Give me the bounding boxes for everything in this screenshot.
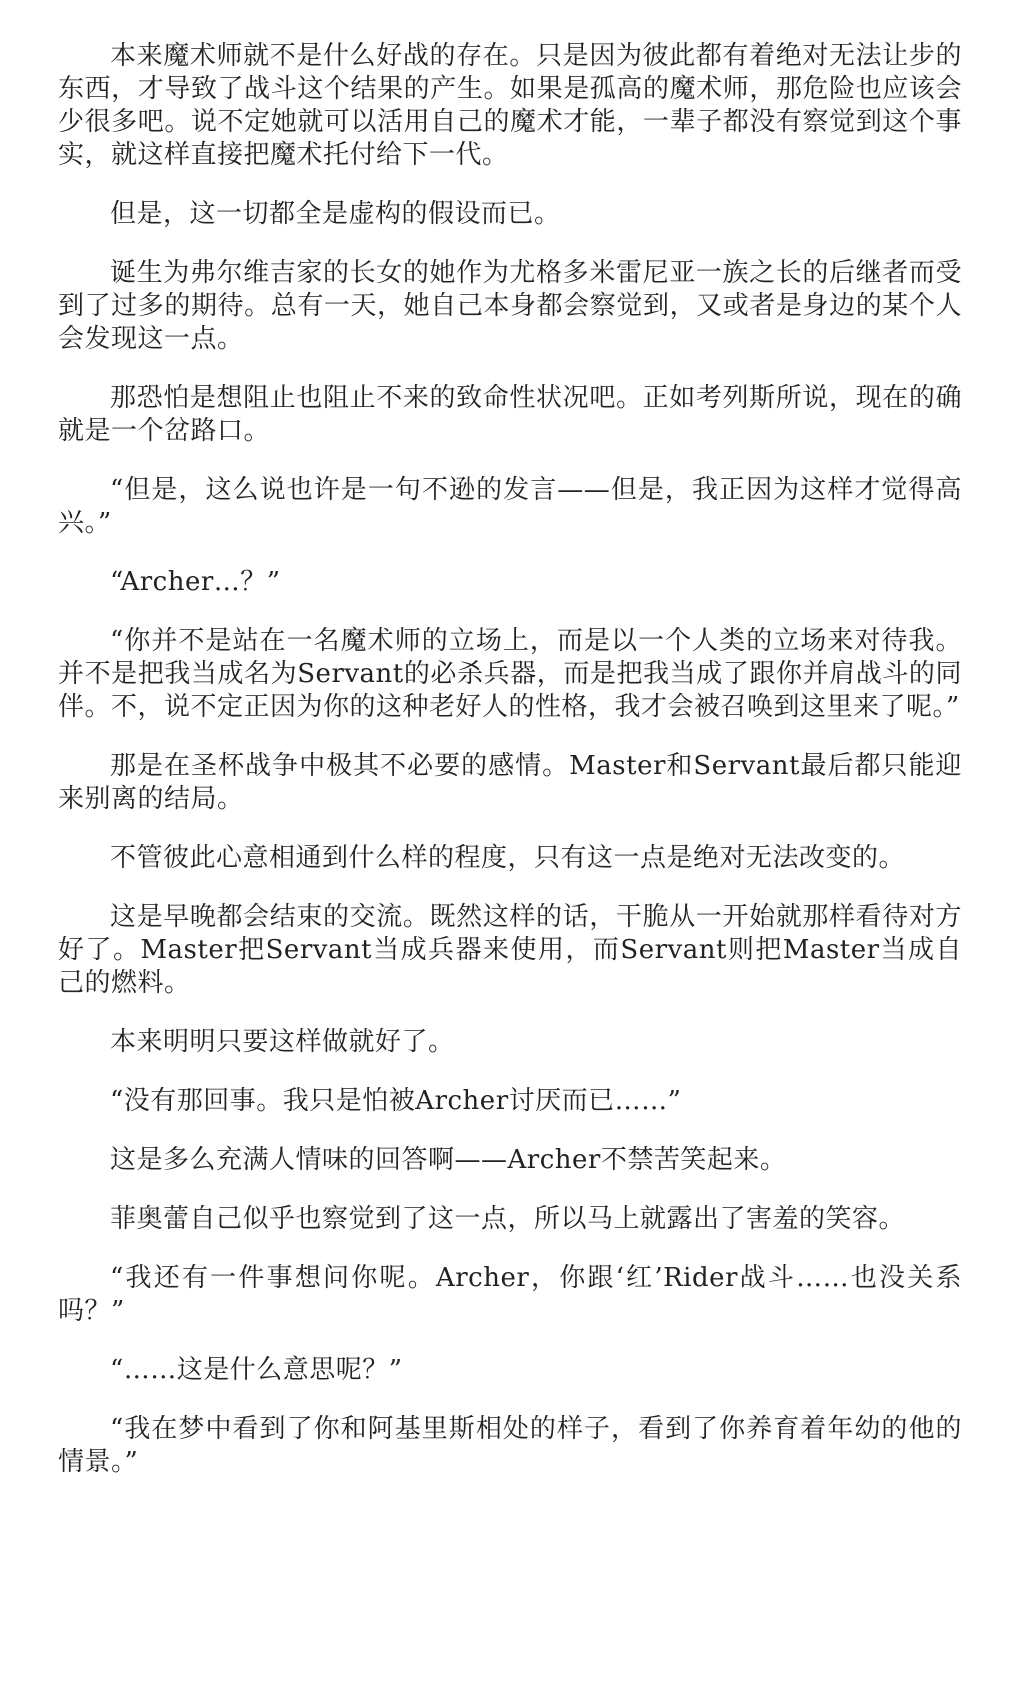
paragraph: “我还有一件事想问你呢。Archer，你跟‘红’Rider战斗……也没关系吗？”	[58, 1263, 962, 1326]
document-body	[58, 40, 962, 1505]
paragraph: 本来魔术师就不是什么好战的存在。只是因为彼此都有着绝对无法让步的东西，才导致了战斗这个结果的产生。如果是孤高的魔术师，那危险也应该会少很多吧。说不定她就可以活用自己的魔术才能，一辈子都没有察觉到这个事实，就这样直接把魔术托付给下一代。	[58, 41, 962, 170]
paragraph: “没有那回事。我只是怕被Archer讨厌而已……”	[110, 1086, 682, 1116]
paragraph: “你并不是站在一名魔术师的立场上，而是以一个人类的立场来对待我。并不是把我当成名为Servant的必杀兵器，而是把我当成了跟你并肩战斗的同伴。不，说不定正因为你的这种老好人的性格，我才会被召唤到这里来了呢。”	[58, 626, 962, 722]
paragraph: 本来明明只要这样做就好了。	[110, 1027, 455, 1057]
paragraph: “但是，这么说也许是一句不逊的发言——但是，我正因为这样才觉得高兴。”	[58, 475, 962, 538]
paragraph: “我在梦中看到了你和阿基里斯相处的样子，看到了你养育着年幼的他的情景。”	[58, 1414, 962, 1477]
paragraph: 那恐怕是想阻止也阻止不来的致命性状况吧。正如考列斯所说，现在的确就是一个岔路口。	[58, 383, 962, 446]
paragraph: 那是在圣杯战争中极其不必要的感情。Master和Servant最后都只能迎来别离的结局。	[58, 751, 962, 814]
paragraph: 但是，这一切都全是虚构的假设而已。	[110, 199, 561, 229]
paragraph: 菲奥蕾自己似乎也察觉到了这一点，所以马上就露出了害羞的笑容。	[110, 1204, 906, 1234]
paragraph: “Archer…？”	[110, 567, 281, 597]
paragraph: “……这是什么意思呢？”	[110, 1355, 403, 1385]
paragraph: 不管彼此心意相通到什么样的程度，只有这一点是绝对无法改变的。	[110, 843, 906, 873]
paragraph: 这是多么充满人情味的回答啊——Archer不禁苦笑起来。	[110, 1145, 787, 1175]
paragraph: 诞生为弗尔维吉家的长女的她作为尤格多米雷尼亚一族之长的后继者而受到了过多的期待。总有一天，她自己本身都会察觉到，又或者是身边的某个人会发现这一点。	[58, 258, 962, 354]
paragraph: 这是早晚都会结束的交流。既然这样的话，干脆从一开始就那样看待对方好了。Master把Servant当成兵器来使用，而Servant则把Master当成自己的燃料。	[58, 902, 962, 998]
